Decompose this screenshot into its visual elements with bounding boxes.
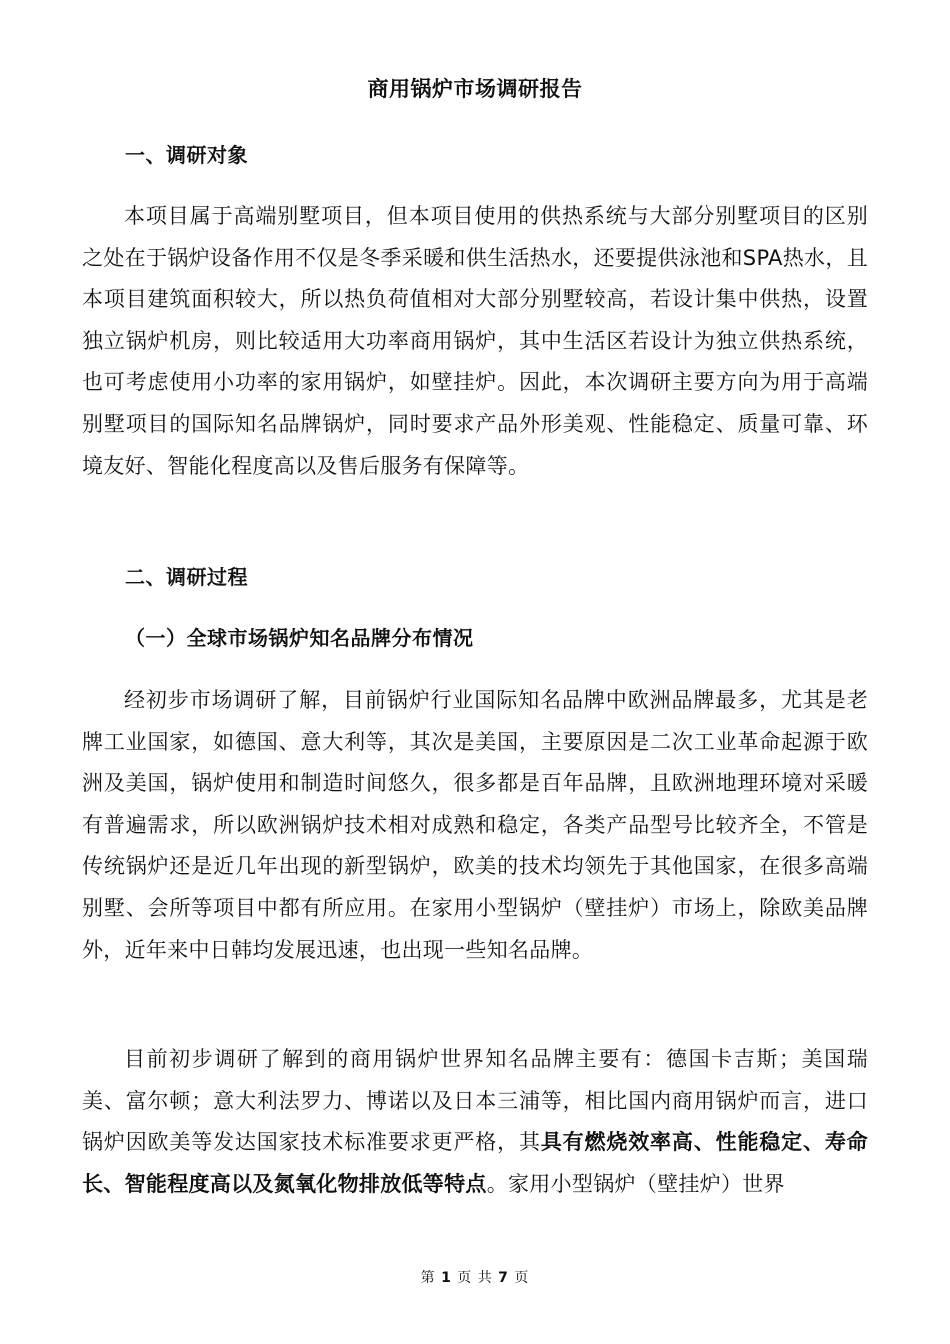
footer-page-number: 1 (441, 1270, 452, 1286)
footer-suffix: 页 (514, 1270, 530, 1286)
footer-prefix: 第 (420, 1270, 436, 1286)
paragraph-commercial-boiler-brands (82, 1039, 868, 1205)
page-footer (0, 1268, 950, 1288)
paragraph-text-run-end: 。家用小型锅炉（壁挂炉）世界 (486, 1171, 785, 1196)
footer-total-pages: 7 (498, 1270, 509, 1286)
paragraph-global-brands-distribution: 经初步市场调研了解，目前锅炉行业国际知名品牌中欧洲品牌最多，尤其是老牌工业国家，如德国、意大利等，其次是美国，主要原因是二次工业革命起源于欧洲及美国，锅炉使用和制造时间悠久，很多都是百年品牌，且欧洲地理环境对采暖有普遍需求，所以欧洲锅炉技术相对成熟和稳定，各类产品型号比较齐全，不管是传统锅炉还是近几年出现的新型锅炉，欧美的技术均领先于其他国家，在很多高端别墅、会所等项目中都有所应用。在家用小型锅炉（壁挂炉）市场上，除欧美品牌外，近年来中日韩均发展迅速，也出现一些知名品牌。 (82, 688, 868, 962)
paragraph-text-run: 目前初步调研了解到的商用锅炉世界知名品牌主要有：德国卡吉斯；美国瑞美、富尔顿；意大利法罗力、博诺以及日本三浦等，相比国内商用锅炉而言，进口锅炉因欧美等发达国家技术标准要求更严格，其 (82, 1047, 868, 1155)
paragraph-research-object: 本项目属于高端别墅项目，但本项目使用的供热系统与大部分别墅项目的区别之处在于锅炉设备作用不仅是冬季采暖和供生活热水，还要提供泳池和SPA热水，且本项目建筑面积较大，所以热负荷值相对大部分别墅较高，若设计集中供热，设置独立锅炉机房，则比较适用大功率商用锅炉，其中生活区若设计为独立供热系统，也可考虑使用小功率的家用锅炉，如壁挂炉。因此，本次调研主要方向为用于高端别墅项目的国际知名品牌锅炉，同时要求产品外形美观、性能稳定、质量可靠、环境友好、智能化程度高以及售后服务有保障等。 (82, 204, 868, 478)
section-heading-research-object: 一、调研对象 (125, 143, 248, 167)
subsection-heading-global-brands: （一）全球市场锅炉知名品牌分布情况 (125, 626, 474, 650)
paragraph-bold-run: 具有燃烧效率高、性能稳定、寿命长、智能程度高以及氮氧化物排放低等特点 (82, 1130, 868, 1196)
footer-middle: 页 共 (457, 1270, 493, 1286)
section-heading-research-process: 二、调研过程 (125, 565, 248, 589)
page-title: 商用锅炉市场调研报告 (367, 77, 583, 101)
